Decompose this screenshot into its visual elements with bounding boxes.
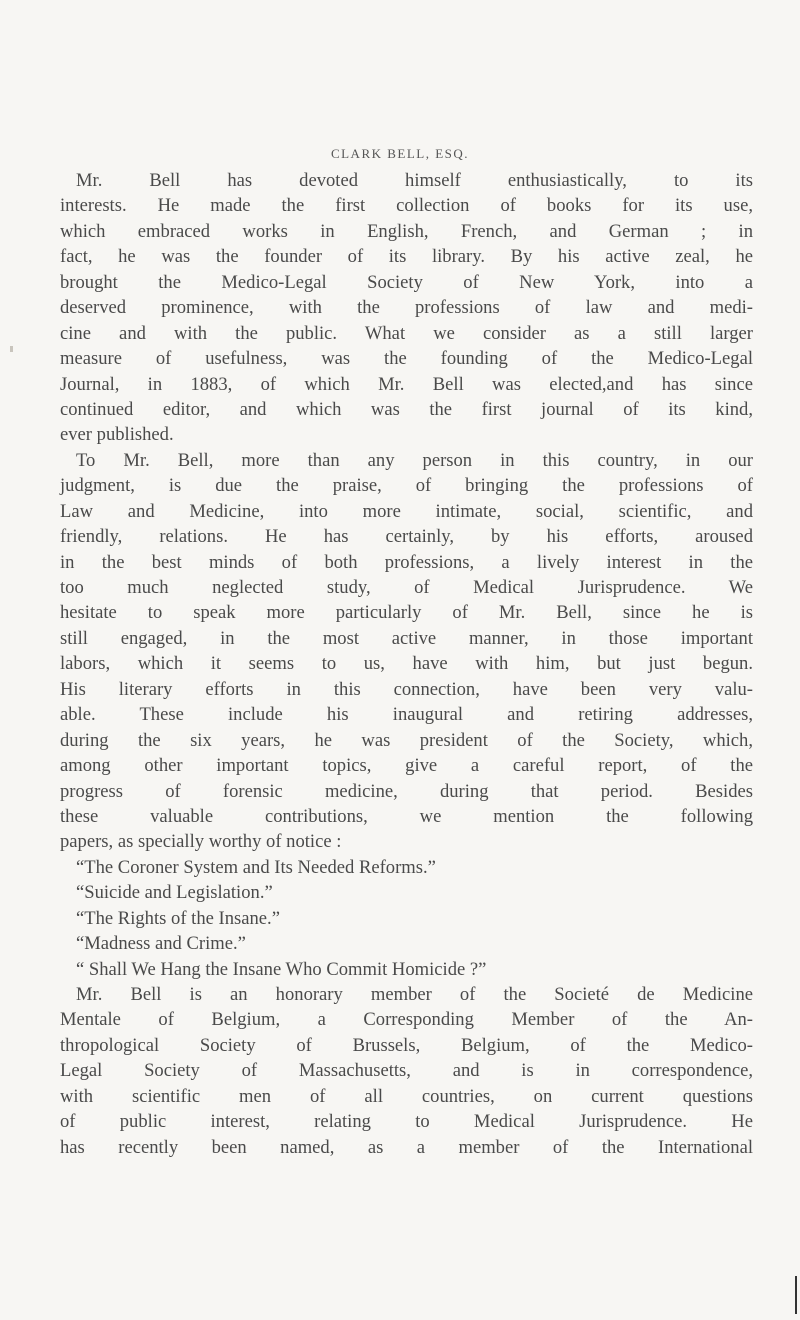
text-line: thropological Society of Brussels, Belgium, of the Medico-: [60, 1034, 753, 1056]
text-line: too much neglected study, of Medical Jurisprudence. We: [60, 577, 753, 598]
page-edge-mark: [795, 1276, 797, 1314]
text-line: has recently been named, as a member of the International: [60, 1136, 753, 1158]
text-line: labors, which it seems to us, have with him, but just begun.: [60, 653, 753, 675]
text-line: measure of usefulness, was the founding of the Medico-Legal: [60, 348, 753, 370]
running-head: CLARK BELL, ESQ.: [330, 146, 470, 161]
text-line: still engaged, in the most active manner, in those important: [60, 627, 753, 649]
text-line: papers, as specially worthy of notice :: [60, 831, 342, 853]
text-line: hesitate to speak more particularly of Mr. Bell, since he is: [60, 602, 753, 624]
text-line: Journal, in 1883, of which Mr. Bell was elected,and has since: [60, 373, 753, 395]
text-line: these valuable contributions, we mention the following: [60, 805, 753, 827]
text-line: with scientific men of all countries, on current questions: [60, 1085, 753, 1107]
paper-title-line: “ Shall We Hang the Insane Who Commit Homicide ?”: [76, 958, 487, 980]
text-line: deserved prominence, with the professions of law and medi-: [60, 297, 753, 319]
margin-speck: [10, 346, 13, 352]
text-line: of public interest, relating to Medical Jurisprudence. He: [60, 1111, 753, 1133]
text-line: fact, he was the founder of its library. By his active zeal, he: [60, 246, 753, 268]
text-line: during the six years, he was president of the Society, which,: [60, 729, 753, 751]
text-line: Mr. Bell is an honorary member of the Societé de Medicine: [76, 984, 753, 1005]
text-line: Mr. Bell has devoted himself enthusiastically, to its: [76, 170, 753, 191]
paper-title-line: “The Coroner System and Its Needed Reforms.”: [76, 856, 436, 878]
text-line: in the best minds of both professions, a lively interest in the: [60, 551, 753, 573]
text-line: continued editor, and which was the first journal of its kind,: [60, 398, 753, 420]
text-line: To Mr. Bell, more than any person in this country, in our: [76, 449, 753, 471]
text-line: friendly, relations. He has certainly, by his efforts, aroused: [60, 526, 753, 548]
text-line: progress of forensic medicine, during that period. Besides: [60, 780, 753, 802]
text-line: able. These include his inaugural and retiring addresses,: [60, 704, 753, 726]
paper-title-line: “Madness and Crime.”: [76, 933, 246, 955]
text-line: brought the Medico-Legal Society of New York, into a: [60, 271, 753, 293]
text-line: interests. He made the first collection of books for its use,: [60, 195, 753, 217]
text-line: Mentale of Belgium, a Corresponding Member of the An-: [60, 1009, 753, 1031]
paper-title-line: “The Rights of the Insane.”: [76, 907, 280, 929]
text-line: which embraced works in English, French, and German ; in: [60, 220, 753, 242]
text-line: Legal Society of Massachusetts, and is in correspondence,: [60, 1060, 753, 1082]
body-text: [60, 168, 753, 1160]
text-line: judgment, is due the praise, of bringing the professions of: [60, 475, 753, 497]
text-line: cine and with the public. What we consider as a still larger: [60, 322, 753, 344]
text-line: ever published.: [60, 424, 174, 446]
text-line: among other important topics, give a careful report, of the: [60, 755, 753, 777]
text-line: Law and Medicine, into more intimate, social, scientific, and: [60, 500, 753, 522]
paper-title-line: “Suicide and Legislation.”: [76, 882, 273, 904]
text-line: His literary efforts in this connection, have been very valu-: [60, 678, 753, 700]
